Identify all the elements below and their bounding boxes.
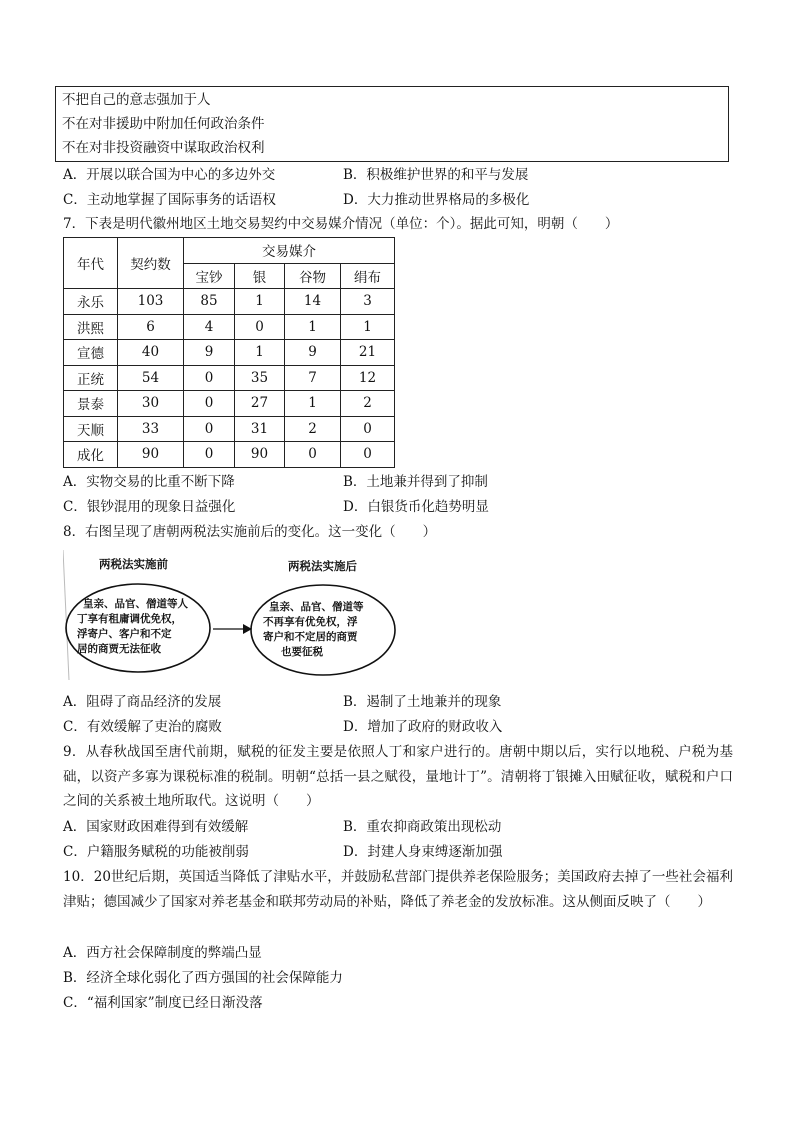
after-line: 寄户和不定居的商贾 xyxy=(263,631,358,643)
cell: 1 xyxy=(285,391,341,417)
q6-option-a[interactable]: A．开展以联合国为中心的多边外交 xyxy=(63,167,276,183)
header-era: 年代 xyxy=(64,238,118,289)
cell: 6 xyxy=(118,314,184,340)
material-box xyxy=(55,86,729,162)
q7-option-d[interactable]: D．白银货币化趋势明显 xyxy=(343,499,489,515)
material-line: 不在对非投资融资中谋取政治权利 xyxy=(62,140,265,156)
cell: 0 xyxy=(285,442,341,468)
q7-option-c[interactable]: C．银钞混用的现象日益强化 xyxy=(63,499,236,515)
q9-option-b[interactable]: B．重农抑商政策出现松动 xyxy=(343,819,502,835)
cell: 0 xyxy=(184,365,235,391)
table-row xyxy=(64,289,395,315)
cell: 景泰 xyxy=(64,391,118,417)
cell: 0 xyxy=(184,391,235,417)
cell: 2 xyxy=(341,391,395,417)
cell: 洪熙 xyxy=(64,314,118,340)
cell: 90 xyxy=(118,442,184,468)
cell: 0 xyxy=(184,442,235,468)
cell: 0 xyxy=(341,416,395,442)
before-title: 两税法实施前 xyxy=(99,557,168,571)
q10-option-c[interactable]: C．“福利国家”制度已经日渐没落 xyxy=(63,995,263,1011)
cell: 天顺 xyxy=(64,416,118,442)
q6-option-c[interactable]: C．主动地掌握了国际事务的话语权 xyxy=(63,192,276,208)
q7-stem: 7．下表是明代徽州地区土地交易契约中交易媒介情况（单位：个）。据此可知，明朝（ ） xyxy=(63,216,619,232)
table-row xyxy=(64,391,395,417)
cell: 9 xyxy=(184,340,235,366)
after-title: 两税法实施后 xyxy=(288,559,357,573)
q7-option-a[interactable]: A．实物交易的比重不断下降 xyxy=(63,474,235,490)
q10-option-b[interactable]: B．经济全球化弱化了西方强国的社会保障能力 xyxy=(63,970,343,986)
table-row xyxy=(64,340,395,366)
after-line: 不再享有优免权，浮 xyxy=(263,616,358,628)
q6-option-b[interactable]: B．积极维护世界的和平与发展 xyxy=(343,167,529,183)
cell: 2 xyxy=(285,416,341,442)
q8-option-c[interactable]: C．有效缓解了吏治的腐败 xyxy=(63,719,222,735)
cell: 宣德 xyxy=(64,340,118,366)
q8-option-a[interactable]: A．阻碍了商品经济的发展 xyxy=(63,694,222,710)
cell: 正统 xyxy=(64,365,118,391)
table-row xyxy=(64,365,395,391)
cell: 31 xyxy=(235,416,285,442)
material-line: 不在对非援助中附加任何政治条件 xyxy=(62,116,265,132)
table-row xyxy=(64,314,395,340)
header-media: 交易媒介 xyxy=(184,238,395,264)
cell: 9 xyxy=(285,340,341,366)
before-line: 浮寄户、客户和不定 xyxy=(77,628,172,640)
cell: 1 xyxy=(235,340,285,366)
trade-media-table xyxy=(63,237,395,468)
header-cloth: 绢布 xyxy=(341,263,395,289)
q8-option-d[interactable]: D．增加了政府的财政收入 xyxy=(343,719,503,735)
cell: 103 xyxy=(118,289,184,315)
cell: 85 xyxy=(184,289,235,315)
cell: 40 xyxy=(118,340,184,366)
cell: 0 xyxy=(184,416,235,442)
cell: 21 xyxy=(341,340,395,366)
cell: 1 xyxy=(285,314,341,340)
q9-option-a[interactable]: A．国家财政困难得到有效缓解 xyxy=(63,819,249,835)
after-line: 也要征税 xyxy=(281,646,323,658)
table-row xyxy=(64,416,395,442)
cell: 1 xyxy=(341,314,395,340)
q8-stem: 8．右图呈现了唐朝两税法实施前后的变化。这一变化（ ） xyxy=(63,524,437,540)
q10-stem: 10．20世纪后期，英国适当降低了津贴水平，并鼓励私营部门提供养老保险服务；美国政府去掉了一些社会福利津贴；德国减少了国家对养老基金和联邦劳动局的补贴，降低了养老金的发放标准。这从侧面反映了（ ） xyxy=(63,869,733,910)
header-silver: 银 xyxy=(235,263,285,289)
cell: 0 xyxy=(235,314,285,340)
after-line: 皇亲、品官、僧道等 xyxy=(269,601,364,613)
material-line: 不把自己的意志强加于人 xyxy=(62,92,211,108)
cell: 成化 xyxy=(64,442,118,468)
cell: 90 xyxy=(235,442,285,468)
before-line: 丁享有租庸调优免权， xyxy=(77,613,182,625)
q9-option-c[interactable]: C．户籍服务赋税的功能被削弱 xyxy=(63,844,249,860)
q6-option-d[interactable]: D．大力推动世界格局的多极化 xyxy=(343,192,530,208)
cell: 1 xyxy=(235,289,285,315)
q7-option-b[interactable]: B．土地兼并得到了抑制 xyxy=(343,474,488,490)
q9-option-d[interactable]: D．封建人身束缚逐渐加强 xyxy=(343,844,503,860)
cell: 4 xyxy=(184,314,235,340)
cell: 3 xyxy=(341,289,395,315)
table-row xyxy=(64,442,395,468)
cell: 33 xyxy=(118,416,184,442)
cell: 14 xyxy=(285,289,341,315)
cell: 54 xyxy=(118,365,184,391)
cell: 0 xyxy=(341,442,395,468)
two-tax-law-diagram xyxy=(63,550,403,680)
before-line: 居的商贾无法征收 xyxy=(77,643,161,655)
header-baochao: 宝钞 xyxy=(184,263,235,289)
cell: 12 xyxy=(341,365,395,391)
header-count: 契约数 xyxy=(118,238,184,289)
header-grain: 谷物 xyxy=(285,263,341,289)
cell: 30 xyxy=(118,391,184,417)
q9-stem: 9．从春秋战国至唐代前期，赋税的征发主要是依照人丁和家户进行的。唐朝中期以后，实行以地税、户税为基础，以资产多寡为课税标准的税制。明朝“总括一县之赋役，量地计丁”。清朝将丁银摊入田赋征收，赋税和户口之间的关系被土地所取代。这说明（ ） xyxy=(63,744,733,809)
cell: 27 xyxy=(235,391,285,417)
two-tax-law-figure xyxy=(63,550,403,680)
q8-option-b[interactable]: B．遏制了土地兼并的现象 xyxy=(343,694,502,710)
before-line: 皇亲、品官、僧道等人 xyxy=(83,598,188,610)
cell: 永乐 xyxy=(64,289,118,315)
cell: 7 xyxy=(285,365,341,391)
cell: 35 xyxy=(235,365,285,391)
q10-option-a[interactable]: A．西方社会保障制度的弊端凸显 xyxy=(63,945,262,961)
